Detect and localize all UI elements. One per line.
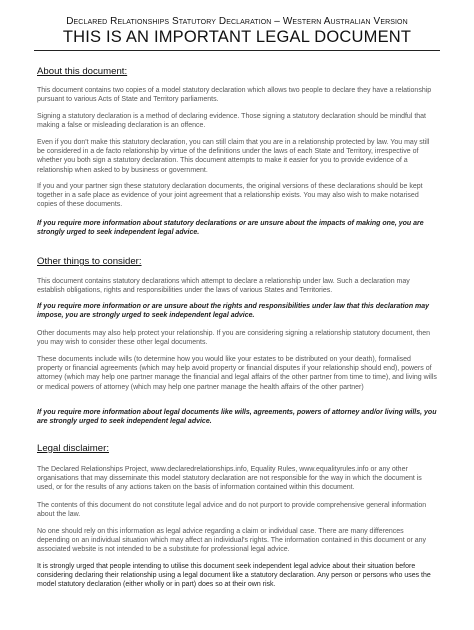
- paragraph-text: It is strongly urged that people intending to utilise this document seek independent legal advice about their situation before considering declaring their relationship using a legal document like a statutory declaration. Any person or persons who uses the model statutory declaration (either wholly or in part) does so at their own risk.: [37, 563, 431, 589]
- paragraph-text: Signing a statutory declaration is a method of declaring evidence. Those signing a statutory declaration should be mindful that making a false or misleading declaration is an offence.: [37, 113, 426, 130]
- paragraph-text: These documents include wills (to determine how you would like your estates to be distributed on your death), formalised property or financial agreements (which may help avoid property or financial disputes if your relationship should end), powers of attorney (which may help one partner manage the financial and legal affairs of the other partner from time to time), and living wills or medical powers of attorney (which may help one partner manage the health affairs of the other partner): [37, 356, 437, 391]
- paragraph-text: This document contains two copies of a model statutory declaration which allows two people to declare they have a relationship pursuant to various Acts of State and Territory parliaments.: [37, 87, 432, 104]
- document-subtitle: Declared Relationships Statutory Declaration – Western Australian Version: [66, 16, 408, 27]
- paragraph: [37, 562, 438, 590]
- section-heading: Legal disclaimer:: [37, 443, 109, 454]
- paragraph-text: Other documents may also help protect your relationship. If you are considering signing a relationship statutory document, then you may wish to consider these other legal documents.: [37, 330, 430, 347]
- paragraph: [37, 138, 438, 175]
- section-legal-disclaimer: [37, 443, 438, 455]
- paragraph-text: If you require more information or are unsure about the rights and responsibilities under law that this declaration may impose, you are strongly urged to seek independent legal advice.: [37, 303, 430, 320]
- paragraph-emphasis: [37, 219, 438, 237]
- document-title: THIS IS AN IMPORTANT LEGAL DOCUMENT: [62, 28, 412, 46]
- title-rule: [34, 50, 440, 51]
- section-about: [37, 66, 438, 78]
- paragraph-text: If you and your partner sign these statutory declaration documents, the original versions of these declarations should be kept together in a safe place as evidence of your joint agreement that a relationship exists. You may also wish to make notarised copies of these documents.: [37, 183, 423, 209]
- paragraph: [37, 329, 438, 347]
- section-other-things: [37, 256, 438, 268]
- paragraph: [37, 112, 438, 130]
- paragraph: [37, 465, 438, 493]
- paragraph: [37, 277, 438, 295]
- paragraph: [37, 527, 438, 555]
- paragraph-text: The Declared Relationships Project, www.declaredrelationships.info, Equality Rules, www.equalityrules.info or any other organisations that may disseminate this model statutory declaration are not responsible for the way in which the document is used, or for the results of any actions taken on the basis of information contained within this document.: [37, 466, 422, 492]
- paragraph-text: No one should rely on this information as legal advice regarding a claim or individual case. There are many differences depending on an individual situation which may affect an individual's rights. The information contained in this document or any associated website is not intended to be a substitute for professional legal advice.: [37, 528, 427, 554]
- paragraph-text: Even if you don't make this statutory declaration, you can still claim that you are in a relationship protected by law. You may still be considered in a de facto relationship by virtue of the definitions under the laws of each State and Territory, irrespective of whether you both sign a statutory declaration. This document attempts to make it easier for you to provide evidence of a relationship when asked to by business or government.: [37, 139, 430, 174]
- paragraph-text: If you require more information about statutory declarations or are unsure about the impacts of making one, you are strongly urged to seek independent legal advice.: [37, 220, 424, 237]
- paragraph-emphasis: [37, 408, 438, 426]
- paragraph: [37, 182, 438, 210]
- paragraph-emphasis: [37, 302, 438, 320]
- paragraph: [37, 86, 438, 104]
- paragraph-text: This document contains statutory declarations which attempt to declare a relationship under law. Such a declaration may establish obligations, rights and responsibilities under the laws of various States and Territories.: [37, 278, 410, 295]
- paragraph-text: If you require more information about legal documents like wills, agreements, powers of attorney and/or living wills, you are strongly urged to seek independent legal advice.: [37, 409, 437, 426]
- section-heading: About this document:: [37, 66, 128, 77]
- paragraph: [37, 355, 438, 392]
- paragraph-text: The contents of this document do not constitute legal advice and do not purport to provide comprehensive general information about the law.: [37, 502, 427, 519]
- section-heading: Other things to consider:: [37, 256, 142, 267]
- paragraph: [37, 501, 438, 519]
